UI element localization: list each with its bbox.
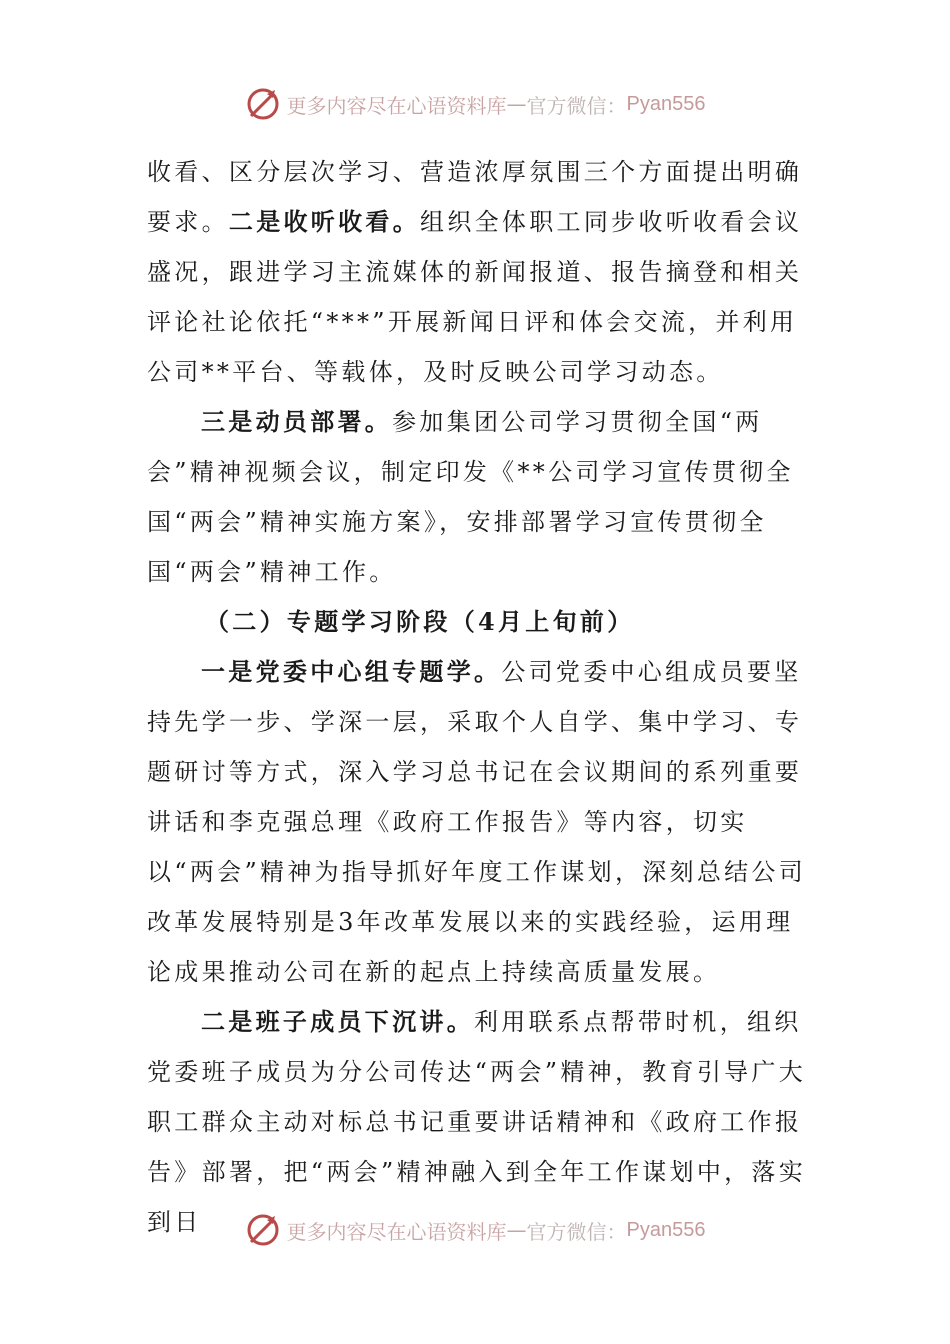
paragraph bbox=[147, 397, 812, 597]
document-body bbox=[147, 147, 812, 1247]
watermark-wechat-label: 官方微信： bbox=[526, 93, 627, 118]
paragraph-text: 参加集团公司学习贯彻全国“两会”精神视频会议，制定印发《**公司学习宣传贯彻全国“两会”精神实施方案》，安排部署学习宣传贯彻全国“两会”精神工作。 bbox=[147, 408, 794, 586]
pen-circle-icon bbox=[245, 1212, 281, 1248]
paragraph-text: 公司党委中心组成员要坚持先学一步、学深一层，采取个人自学、集中学习、专题研讨等方式，深入学习总书记在会议期间的系列重要讲话和李克强总理《政府工作报告》等内容，切实以“两会”精神为指导抓好年度工作谋划，深刻总结公司改革发展特别是3年改革发展以来的实践经验，运用理论成果推动公司在新的起点上持续高质量发展。 bbox=[147, 658, 807, 986]
watermark-header bbox=[0, 84, 950, 124]
paragraph-lead: 二是收听收看。 bbox=[228, 207, 421, 236]
paragraph-lead: 二是班子成员下沉讲。 bbox=[201, 1007, 474, 1036]
paragraph bbox=[147, 647, 812, 997]
paragraph-lead: 一是党委中心组专题学。 bbox=[201, 657, 502, 686]
paragraph-text: 收看、区分层次学习、营造浓厚氛围三个方面提出明确要求。 bbox=[147, 158, 803, 236]
paragraph-text: 利用联系点帮带时机，组织党委班子成员为分公司传达“两会”精神，教育引导广大职工群众主动对标总书记重要讲话精神和《政府工作报告》部署，把“两会”精神融入到全年工作谋划中，落实到日 bbox=[147, 1008, 807, 1236]
watermark-separator: — bbox=[506, 92, 527, 116]
section-heading: （二）专题学习阶段（4月上旬前） bbox=[205, 607, 635, 636]
watermark-separator: — bbox=[506, 1218, 527, 1242]
watermark-wechat-label: 官方微信： bbox=[526, 1219, 627, 1244]
watermark-wechat-id: Pyan556 bbox=[626, 1218, 706, 1241]
watermark-footer bbox=[0, 1210, 950, 1250]
watermark-site-text: 更多内容尽在心语资料库 bbox=[286, 93, 507, 118]
watermark-wechat-id: Pyan556 bbox=[626, 92, 706, 115]
pen-circle-icon bbox=[245, 86, 281, 122]
paragraph-lead: 三是动员部署。 bbox=[201, 407, 393, 436]
watermark-site-text: 更多内容尽在心语资料库 bbox=[286, 1219, 507, 1244]
paragraph-text: 组织全体职工同步收听收看会议盛况，跟进学习主流媒体的新闻报道、报告摘登和相关评论社论依托“***”开展新闻日评和体会交流，并利用公司**平台、等载体，及时反映公司学习动态。 bbox=[147, 208, 803, 386]
paragraph-continued bbox=[147, 147, 812, 397]
